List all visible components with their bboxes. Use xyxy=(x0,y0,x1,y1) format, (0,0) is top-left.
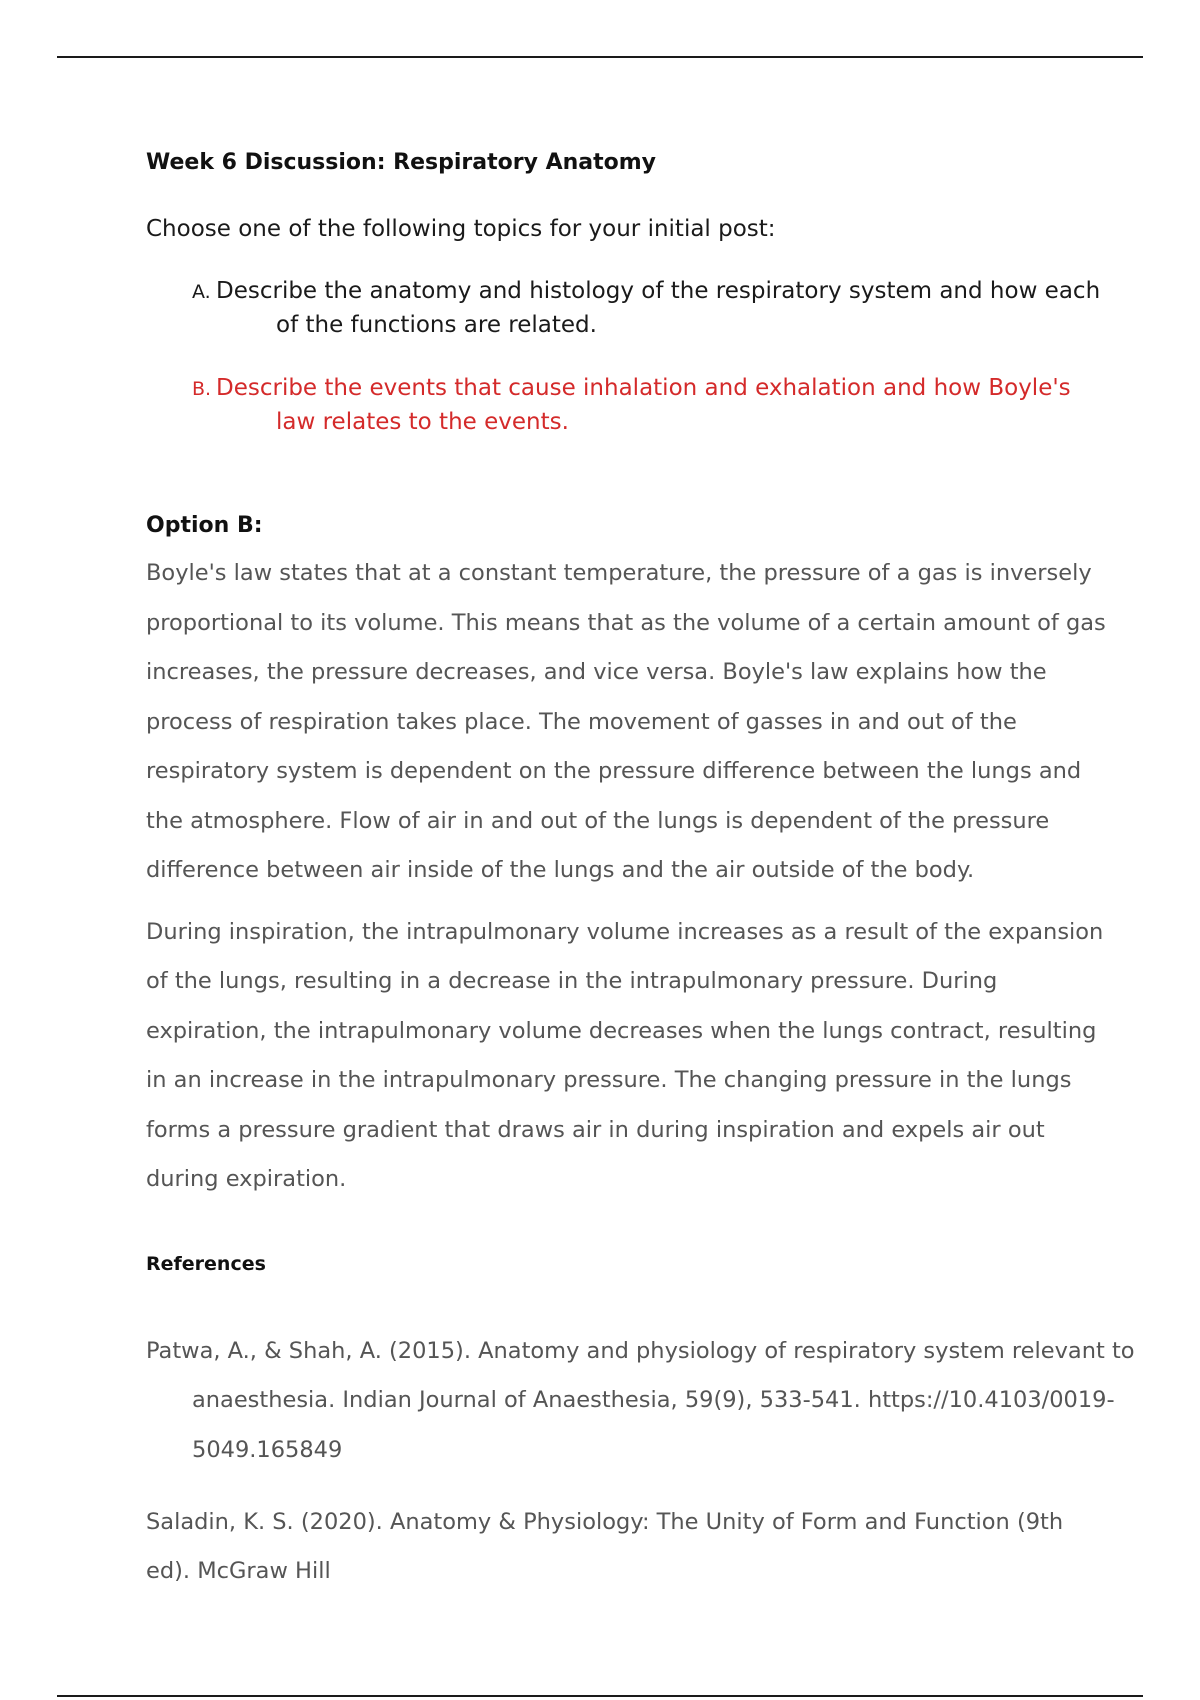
intro-text: Choose one of the following topics for your initial post: xyxy=(146,216,776,242)
page-title: Week 6 Discussion: Respiratory Anatomy xyxy=(146,150,656,175)
topic-item-b xyxy=(192,372,1106,439)
document-body xyxy=(146,145,1135,1619)
topic-text-b: Describe the events that cause inhalation and exhalation and how Boyle's law relates to the events. xyxy=(216,375,1071,435)
references-heading: References xyxy=(146,1252,266,1275)
body-paragraph-1: Boyle's law states that at a constant temperature, the pressure of a gas is inversely proportional to its volume. This means that as the volume of a certain amount of gas increases, the pressure decreases, and vice versa. Boyle's law explains how the process of respiration takes place. The movement of gasses in and out of the respiratory system is dependent on the pressure difference between the lungs and the atmosphere. Flow of air in and out of the lungs is dependent of the pressure difference between air inside of the lungs and the air outside of the body. xyxy=(146,560,1106,883)
bottom-rule xyxy=(57,1695,1143,1697)
topic-item-a xyxy=(192,275,1106,342)
topic-letter-b: B. xyxy=(192,378,212,400)
topic-letter-a: A. xyxy=(192,281,211,303)
reference-item-1: Patwa, A., & Shah, A. (2015). Anatomy and physiology of respiratory system relevant to anaesthesia. Indian Journal of Anaesthesia, 59(9), 533-541. https://10.4103/0019- 5049.165849 xyxy=(146,1337,1135,1463)
topic-text-a: Describe the anatomy and histology of the respiratory system and how each of the functions are related. xyxy=(216,278,1101,338)
reference-item-2: Saladin, K. S. (2020). Anatomy & Physiology: The Unity of Form and Function (9th ed). McGraw Hill xyxy=(146,1508,1064,1584)
option-heading: Option B: xyxy=(146,513,263,538)
top-rule xyxy=(57,56,1143,58)
body-paragraph-2: During inspiration, the intrapulmonary volume increases as a result of the expansion of the lungs, resulting in a decrease in the intrapulmonary pressure. During expiration, the intrapulmonary volume decreases when the lungs contract, resulting in an increase in the intrapulmonary pressure. The changing pressure in the lungs forms a pressure gradient that draws air in during inspiration and expels air out during expiration. xyxy=(146,918,1104,1192)
